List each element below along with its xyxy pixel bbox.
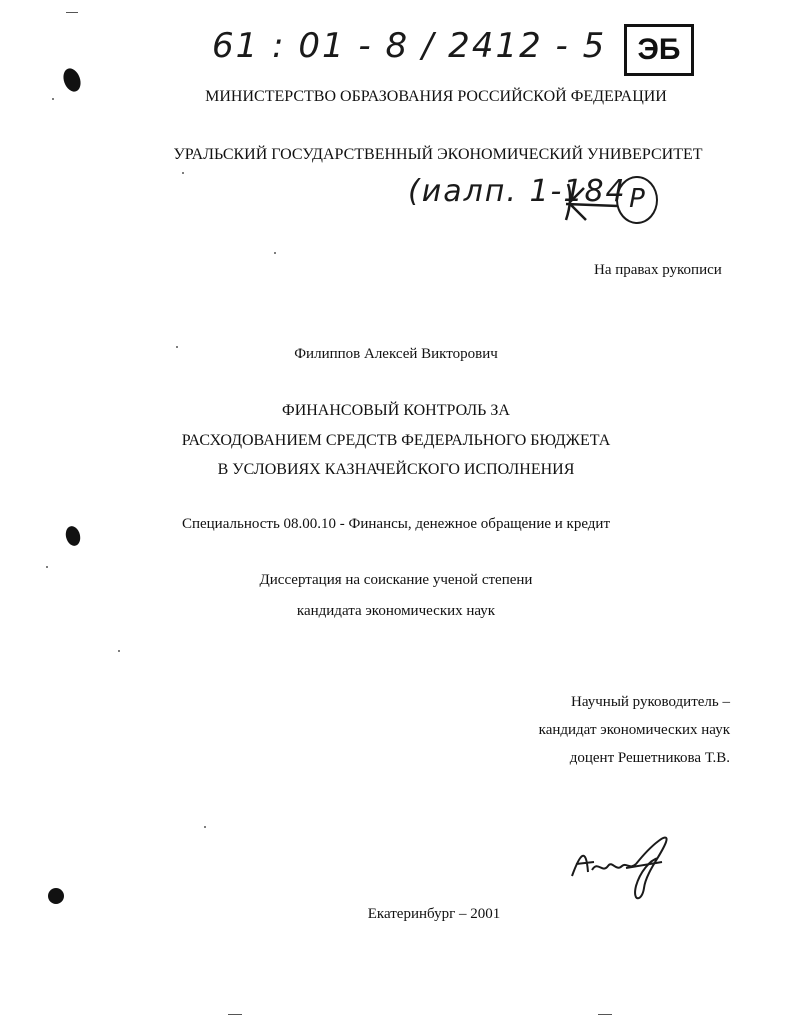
handwritten-signature xyxy=(566,824,676,904)
ministry-name: МИНИСТЕРСТВО ОБРАЗОВАНИЯ РОССИЙСКОЙ ФЕДЕРАЦИИ xyxy=(205,88,667,105)
scan-speck xyxy=(46,566,48,568)
degree-line: кандидата экономических наук xyxy=(296,603,496,619)
scan-speck xyxy=(204,826,206,828)
handwritten-circled-mark xyxy=(616,176,658,224)
scan-speck xyxy=(182,172,184,174)
scan-speck xyxy=(274,252,276,254)
scan-artifact-line xyxy=(66,12,78,13)
scan-artifact-line xyxy=(598,1014,612,1015)
supervisor-line: Научный руководитель – xyxy=(571,694,730,710)
city-year: Екатеринбург – 2001 xyxy=(367,906,501,922)
degree-line: Диссертация на соискание ученой степени xyxy=(259,572,533,588)
supervisor-block xyxy=(539,688,730,772)
supervisor-line: доцент Решетникова Т.В. xyxy=(569,750,730,766)
dissertation-title-line: РАСХОДОВАНИЕМ СРЕДСТВ ФЕДЕРАЛЬНОГО БЮДЖЕТА xyxy=(181,432,611,449)
punch-hole-mark xyxy=(48,888,64,904)
author-name: Филиппов Алексей Викторович xyxy=(294,346,498,362)
scan-speck xyxy=(118,650,120,652)
rights-note: На правах рукописи xyxy=(594,262,722,278)
handwritten-arrow-mark xyxy=(562,176,622,226)
handwritten-mark-letter: Р xyxy=(629,184,645,214)
supervisor-line: кандидат экономических наук xyxy=(538,722,730,738)
handwritten-shelf-mark: (иалп. 1-184 xyxy=(408,174,627,209)
specialty: Специальность 08.00.10 - Финансы, денежное обращение и кредит xyxy=(181,516,611,532)
handwritten-catalog-number: 61 : 01 - 8 / 2412 - 5 xyxy=(212,26,607,66)
dissertation-title-line: В УСЛОВИЯХ КАЗНАЧЕЙСКОГО ИСПОЛНЕНИЯ xyxy=(217,461,575,478)
scan-artifact-line xyxy=(228,1014,242,1015)
dissertation-title-line: ФИНАНСОВЫЙ КОНТРОЛЬ ЗА xyxy=(282,402,510,419)
library-stamp: ЭБ xyxy=(624,24,694,76)
university-name: УРАЛЬСКИЙ ГОСУДАРСТВЕННЫЙ ЭКОНОМИЧЕСКИЙ УНИВЕРСИТЕТ xyxy=(173,146,703,163)
